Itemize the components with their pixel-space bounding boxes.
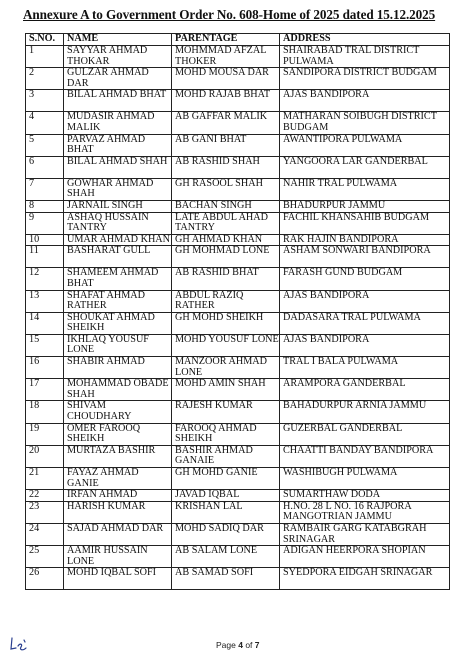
cell-address: BHADURPUR JAMMU — [280, 200, 450, 212]
cell-sno: 12 — [26, 268, 64, 290]
table-row — [26, 490, 450, 502]
cell-parentage: GH RASOOL SHAH — [172, 178, 280, 200]
table-header-row — [26, 34, 450, 46]
cell-sno: 8 — [26, 200, 64, 212]
table-row — [26, 178, 450, 200]
cell-sno: 15 — [26, 334, 64, 356]
cell-address: SYEDPORA EIDGAH SRINAGAR — [280, 568, 450, 590]
table-row — [26, 246, 450, 268]
cell-address: CHAATTI BANDAY BANDIPORA — [280, 445, 450, 467]
table-row — [26, 90, 450, 112]
table-row — [26, 423, 450, 445]
cell-name: FAYAZ AHMAD GANIE — [64, 468, 172, 490]
table-row — [26, 156, 450, 178]
cell-sno: 18 — [26, 401, 64, 423]
cell-name: UMAR AHMAD KHAN — [64, 234, 172, 246]
table-row — [26, 334, 450, 356]
cell-sno: 1 — [26, 46, 64, 68]
cell-name: ASHAQ HUSSAIN TANTRY — [64, 212, 172, 234]
cell-parentage: MOHMMAD AFZAL THOKER — [172, 46, 280, 68]
cell-name: MOHAMMAD OBADE SHAH — [64, 379, 172, 401]
cell-address: ASHAM SONWARI BANDIPORA — [280, 246, 450, 268]
page-sep: of — [242, 640, 255, 650]
cell-sno: 6 — [26, 156, 64, 178]
cell-parentage: BASHIR AHMAD GANAIE — [172, 445, 280, 467]
cell-address: AWANTIPORA PULWAMA — [280, 134, 450, 156]
cell-name: MOHD IQBAL SOFI — [64, 568, 172, 590]
cell-parentage: AB RASHID SHAH — [172, 156, 280, 178]
cell-name: MURTAZA BASHIR — [64, 445, 172, 467]
cell-sno: 5 — [26, 134, 64, 156]
table-row — [26, 568, 450, 590]
cell-name: PARVAZ AHMAD BHAT — [64, 134, 172, 156]
cell-address: WASHIBUGH PULWAMA — [280, 468, 450, 490]
table-row — [26, 234, 450, 246]
cell-name: SHAMEEM AHMAD BHAT — [64, 268, 172, 290]
cell-parentage: MANZOOR AHMAD LONE — [172, 357, 280, 379]
cell-address: SUMARTHAW DODA — [280, 490, 450, 502]
cell-address: AJAS BANDIPORA — [280, 90, 450, 112]
cell-parentage: LATE ABDUL AHAD TANTRY — [172, 212, 280, 234]
cell-parentage: GH MOHD GANIE — [172, 468, 280, 490]
table-row — [26, 445, 450, 467]
cell-name: OMER FAROOQ SHEIKH — [64, 423, 172, 445]
cell-sno: 21 — [26, 468, 64, 490]
table-body — [26, 46, 450, 590]
table-row — [26, 357, 450, 379]
cell-parentage: FAROOQ AHMAD SHEIKH — [172, 423, 280, 445]
table-row — [26, 468, 450, 490]
cell-sno: 13 — [26, 290, 64, 312]
cell-address: AJAS BANDIPORA — [280, 290, 450, 312]
cell-address: SHAIRABAD TRAL DISTRICT PULWAMA — [280, 46, 450, 68]
cell-parentage: MOHD YOUSUF LONE — [172, 334, 280, 356]
header-name: NAME — [64, 34, 172, 46]
cell-parentage: GH MOHD SHEIKH — [172, 312, 280, 334]
cell-address: YANGOORA LAR GANDERBAL — [280, 156, 450, 178]
cell-sno: 3 — [26, 90, 64, 112]
table-row — [26, 134, 450, 156]
cell-parentage: KRISHAN LAL — [172, 501, 280, 523]
cell-name: SAJAD AHMAD DAR — [64, 523, 172, 545]
annexure-title: Annexure A to Government Order No. 608-Home of 2025 dated 15.12.2025 — [23, 7, 436, 22]
cell-name: GOWHAR AHMAD SHAH — [64, 178, 172, 200]
cell-address: ADIGAN HEERPORA SHOPIAN — [280, 546, 450, 568]
cell-sno: 14 — [26, 312, 64, 334]
cell-sno: 23 — [26, 501, 64, 523]
table-row — [26, 379, 450, 401]
cell-address: DADASARA TRAL PULWAMA — [280, 312, 450, 334]
table-row — [26, 523, 450, 545]
cell-name: JARNAIL SINGH — [64, 200, 172, 212]
header-parentage: PARENTAGE — [172, 34, 280, 46]
table-row — [26, 312, 450, 334]
cell-address: TRAL I BALA PULWAMA — [280, 357, 450, 379]
cell-name: SHOUKAT AHMAD SHEIKH — [64, 312, 172, 334]
cell-name: BASHARAT GULL — [64, 246, 172, 268]
cell-parentage: MOHD AMIN SHAH — [172, 379, 280, 401]
page-number — [216, 640, 260, 650]
cell-name: IKHLAQ YOUSUF LONE — [64, 334, 172, 356]
cell-address: GUZERBAL GANDERBAL — [280, 423, 450, 445]
cell-sno: 19 — [26, 423, 64, 445]
cell-name: SHIVAM CHOUDHARY — [64, 401, 172, 423]
table-row — [26, 68, 450, 90]
cell-sno: 25 — [26, 546, 64, 568]
cell-address: SANDIPORA DISTRICT BUDGAM — [280, 68, 450, 90]
cell-name: SHABIR AHMAD — [64, 357, 172, 379]
table-row — [26, 268, 450, 290]
table-row — [26, 200, 450, 212]
annexure-table — [25, 33, 450, 590]
cell-parentage: GH AHMAD KHAN — [172, 234, 280, 246]
cell-address: ARAMPORA GANDERBAL — [280, 379, 450, 401]
cell-sno: 16 — [26, 357, 64, 379]
cell-parentage: JAVAD IQBAL — [172, 490, 280, 502]
cell-name: BILAL AHMAD BHAT — [64, 90, 172, 112]
table-row — [26, 112, 450, 134]
cell-sno: 17 — [26, 379, 64, 401]
cell-name: SHAFAT AHMAD RATHER — [64, 290, 172, 312]
page-prefix: Page — [216, 640, 239, 650]
cell-name: GULZAR AHMAD DAR — [64, 68, 172, 90]
cell-sno: 11 — [26, 246, 64, 268]
table-row — [26, 290, 450, 312]
table-row — [26, 212, 450, 234]
header-sno: S.NO. — [26, 34, 64, 46]
cell-name: SAYYAR AHMAD THOKAR — [64, 46, 172, 68]
cell-parentage: AB RASHID BHAT — [172, 268, 280, 290]
cell-sno: 4 — [26, 112, 64, 134]
cell-parentage: AB GANI BHAT — [172, 134, 280, 156]
cell-parentage: AB SAMAD SOFI — [172, 568, 280, 590]
cell-parentage: GH MOHMAD LONE — [172, 246, 280, 268]
cell-name: AAMIR HUSSAIN LONE — [64, 546, 172, 568]
page-current: 4 — [238, 640, 243, 650]
cell-name: MUDASIR AHMAD MALIK — [64, 112, 172, 134]
cell-sno: 10 — [26, 234, 64, 246]
table-row — [26, 546, 450, 568]
table-row — [26, 501, 450, 523]
cell-sno: 2 — [26, 68, 64, 90]
table-row — [26, 401, 450, 423]
cell-address: H.NO. 28 L NO. 16 RAJPORA MANGOTRIAN JAMMU — [280, 501, 450, 523]
cell-address: AJAS BANDIPORA — [280, 334, 450, 356]
cell-address: BAHADURPUR ARNIA JAMMU — [280, 401, 450, 423]
cell-parentage: AB SALAM LONE — [172, 546, 280, 568]
cell-address: RAK HAJIN BANDIPORA — [280, 234, 450, 246]
table-row — [26, 46, 450, 68]
cell-sno: 20 — [26, 445, 64, 467]
cell-sno: 9 — [26, 212, 64, 234]
header-address: ADDRESS — [280, 34, 450, 46]
cell-name: BILAL AHMAD SHAH — [64, 156, 172, 178]
cell-address: FACHIL KHANSAHIB BUDGAM — [280, 212, 450, 234]
cell-sno: 24 — [26, 523, 64, 545]
cell-address: MATHARAN SOIBUGH DISTRICT BUDGAM — [280, 112, 450, 134]
cell-address: RAMBAIR GARG KATABGRAH SRINAGAR — [280, 523, 450, 545]
cell-address: FARASH GUND BUDGAM — [280, 268, 450, 290]
cell-parentage: ABDUL RAZIQ RATHER — [172, 290, 280, 312]
cell-parentage: MOHD SADIQ DAR — [172, 523, 280, 545]
cell-parentage: BACHAN SINGH — [172, 200, 280, 212]
cell-sno: 26 — [26, 568, 64, 590]
page-total: 7 — [254, 640, 260, 650]
cell-sno: 22 — [26, 490, 64, 502]
cell-name: IRFAN AHMAD — [64, 490, 172, 502]
cell-name: HARISH KUMAR — [64, 501, 172, 523]
cell-parentage: MOHD RAJAB BHAT — [172, 90, 280, 112]
cell-parentage: AB GAFFAR MALIK — [172, 112, 280, 134]
cell-parentage: RAJESH KUMAR — [172, 401, 280, 423]
cell-parentage: MOHD MOUSA DAR — [172, 68, 280, 90]
cell-sno: 7 — [26, 178, 64, 200]
cell-address: NAHIR TRAL PULWAMA — [280, 178, 450, 200]
signature-mark — [9, 634, 31, 654]
